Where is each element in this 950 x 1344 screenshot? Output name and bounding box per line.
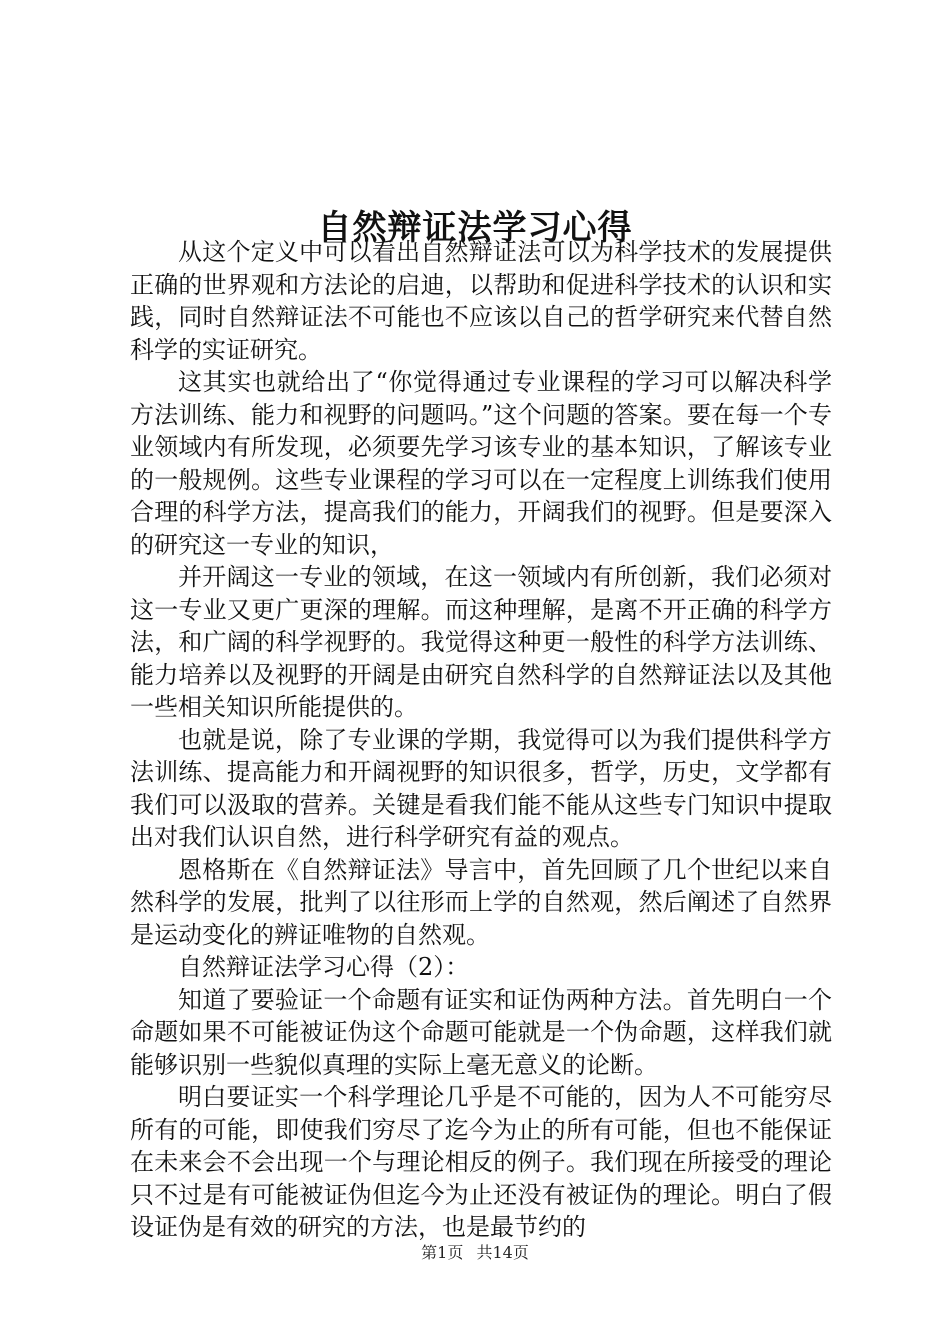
paragraph-5: 恩格斯在《自然辩证法》导言中，首先回顾了几个世纪以来自然科学的发展，批判了以往形而上学的自然观，然后阐述了自然界是运动变化的辨证唯物的自然观。 bbox=[130, 855, 832, 949]
page-footer bbox=[0, 1242, 950, 1264]
page-title: 自然辩证法学习心得 bbox=[317, 207, 633, 248]
paragraph-2: 这其实也就给出了“你觉得通过专业课程的学习可以解决科学方法训练、能力和视野的问题吗。”这个问题的答案。要在每一个专业领域内有所发现，必须要先学习该专业的基本知识，了解该专业的一般规例。这些专业课程的学习可以在一定程度上训练我们使用合理的科学方法，提高我们的能力，开阔我们的视野。但是要深入的研究这一专业的知识， bbox=[130, 368, 832, 559]
paragraph-3: 并开阔这一专业的领域，在这一领域内有所创新，我们必须对这一专业又更广更深的理解。而这种理解，是离不开正确的科学方法，和广阔的科学视野的。我觉得这种更一般性的科学方法训练、能力培养以及视野的开阔是由研究自然科学的自然辩证法以及其他一些相关知识所能提供的。 bbox=[130, 563, 832, 721]
page-total: 共14页 bbox=[476, 1243, 529, 1262]
section-heading: 自然辩证法学习心得（2）： bbox=[178, 953, 470, 981]
page-number: 第1页 bbox=[421, 1243, 464, 1262]
paragraph-4: 也就是说，除了专业课的学期，我觉得可以为我们提供科学方法训练、提高能力和开阔视野的知识很多，哲学，历史，文学都有我们可以汲取的营养。关键是看我们能不能从这些专门知识中提取出对我们认识自然，进行科学研究有益的观点。 bbox=[130, 725, 832, 851]
paragraph-1: 从这个定义中可以看出自然辩证法可以为科学技术的发展提供正确的世界观和方法论的启迪，以帮助和促进科学技术的认识和实践，同时自然辩证法不可能也不应该以自己的哲学研究来代替自然科学的实证研究。 bbox=[130, 238, 832, 364]
paragraph-6: 知道了要验证一个命题有证实和证伪两种方法。首先明白一个命题如果不可能被证伪这个命题可能就是一个伪命题，这样我们就能够识别一些貌似真理的实际上毫无意义的论断。 bbox=[130, 985, 832, 1079]
paragraph-7: 明白要证实一个科学理论几乎是不可能的，因为人不可能穷尽所有的可能，即使我们穷尽了迄今为止的所有可能，但也不能保证在未来会不会出现一个与理论相反的例子。我们现在所接受的理论只不过是有可能被证伪但迄今为止还没有被证伪的理论。明白了假设证伪是有效的研究的方法，也是最节约的 bbox=[130, 1083, 832, 1241]
body-text bbox=[130, 236, 832, 1244]
